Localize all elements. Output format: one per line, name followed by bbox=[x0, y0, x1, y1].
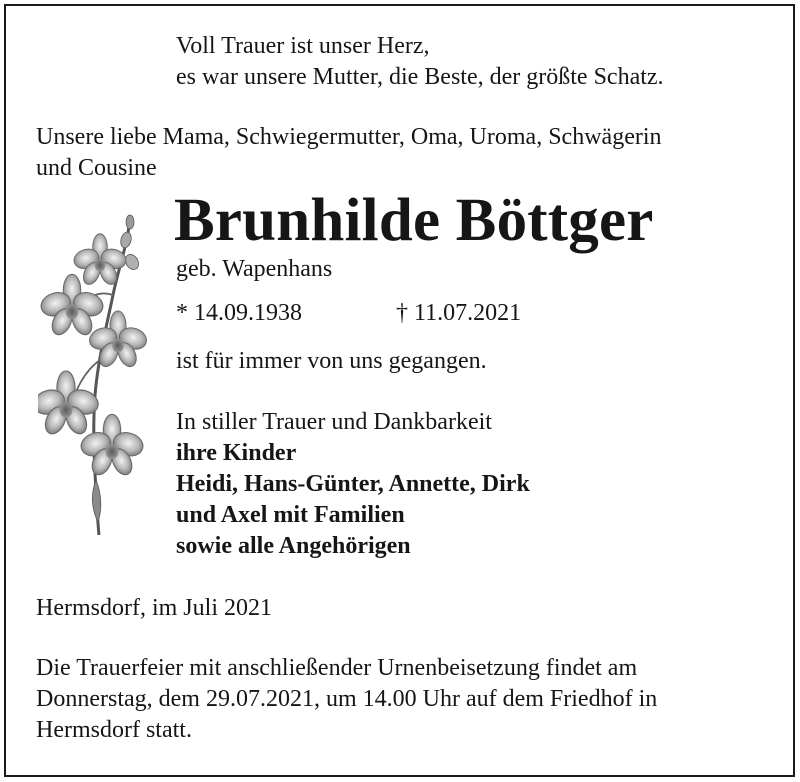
mourners-line-1: ihre Kinder bbox=[176, 440, 297, 466]
relationship-intro bbox=[36, 122, 662, 184]
mourners-line-3: und Axel mit Familien bbox=[176, 502, 405, 528]
funeral-notice bbox=[36, 653, 767, 746]
birth-name: geb. Wapenhans bbox=[176, 256, 333, 282]
deceased-name: Brunhilde Böttger bbox=[174, 187, 654, 254]
funeral-line-1: Die Trauerfeier mit anschließender Urnenbeisetzung findet am bbox=[36, 655, 638, 681]
motto-verse bbox=[176, 31, 664, 93]
funeral-line-3: Hermsdorf statt. bbox=[36, 717, 192, 743]
death-date: † 11.07.2021 bbox=[396, 300, 522, 326]
mourners-block bbox=[176, 407, 530, 562]
place-and-date: Hermsdorf, im Juli 2021 bbox=[36, 595, 272, 621]
birth-date: * 14.09.1938 bbox=[176, 300, 302, 326]
mourners-line-2: Heidi, Hans-Günter, Annette, Dirk bbox=[176, 471, 530, 497]
orchid-branch-icon bbox=[38, 210, 148, 540]
funeral-line-2: Donnerstag, dem 29.07.2021, um 14.00 Uhr auf dem Friedhof in bbox=[36, 686, 658, 712]
motto-line-2: es war unsere Mutter, die Beste, der größte Schatz. bbox=[176, 64, 664, 90]
mourners-intro: In stiller Trauer und Dankbarkeit bbox=[176, 409, 492, 435]
motto-line-1: Voll Trauer ist unser Herz, bbox=[176, 33, 430, 59]
mourners-line-4: sowie alle Angehörigen bbox=[176, 533, 411, 559]
passing-statement: ist für immer von uns gegangen. bbox=[176, 348, 487, 374]
life-dates bbox=[176, 298, 522, 329]
intro-line-2: und Cousine bbox=[36, 155, 157, 181]
intro-line-1: Unsere liebe Mama, Schwiegermutter, Oma, Uroma, Schwägerin bbox=[36, 124, 662, 150]
